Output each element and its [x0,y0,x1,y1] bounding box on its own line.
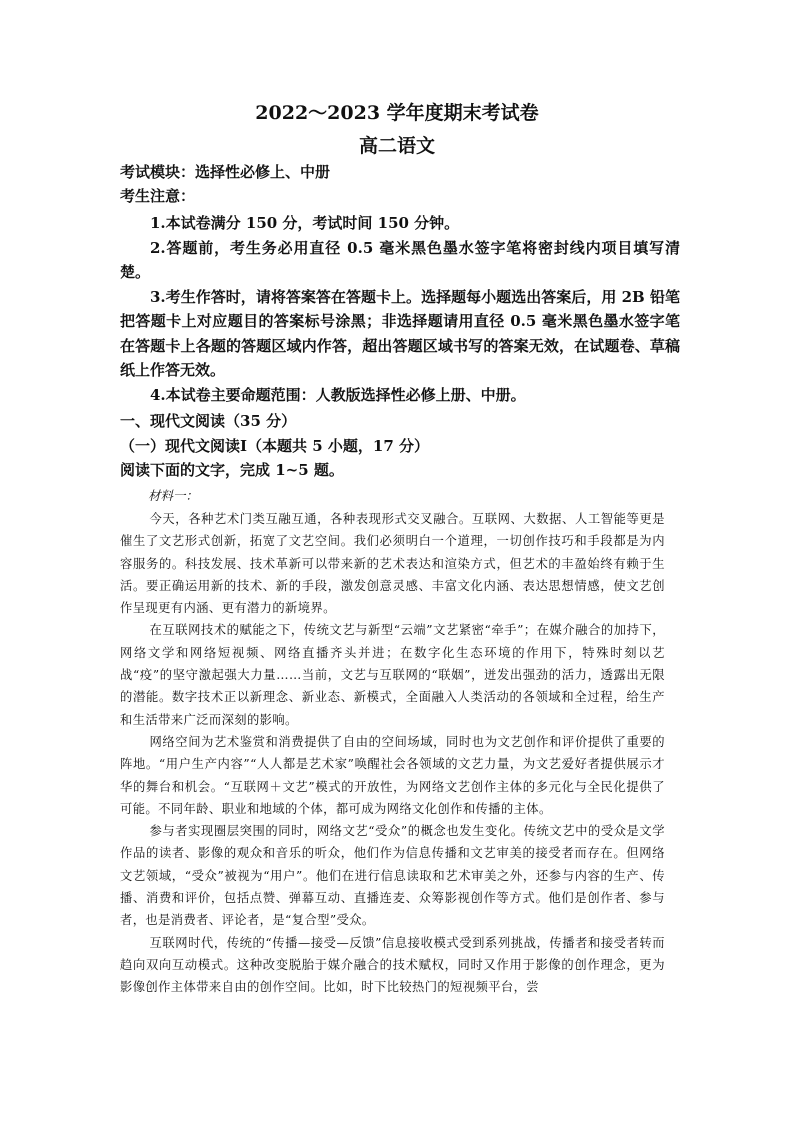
section-instruction: 阅读下面的文字，完成 1~5 题。 [120,461,344,479]
section-heading: 一、现代文阅读（35 分） [120,412,297,430]
material-paragraph: 参与者实现圈层突围的同时，网络文艺“受众”的概念也发生变化。传统文艺中的受众是文学作品的读者、影像的观众和音乐的听众，他们作为信息传播和文艺审美的接受者而存在。但网络文艺领域，“受众”被视为“用户”。他们在进行信息读取和艺术审美之外，还参与内容的生产、传播、消费和评价，包括点赞、弹幕互动、直播连麦、众筹影视创作等方式。他们是创作者、参与者，也是消费者、评论者，是“复合型”受众。 [120,824,665,928]
exam-title: 2022～2023 学年度期末考试卷 [255,102,539,124]
notice-item: 1.本试卷满分 150 分，考试时间 150 分钟。 [150,214,460,232]
material-body [120,508,665,999]
notice-item: 3.考生作答时，请将答案答在答题卡上。选择题每小题选出答案后，用 2B 铅笔把答题卡上对应题目的答案标号涂黑；非选择题请用直径 0.5 毫米黑色墨水签字笔在答题卡上各题的答题区域内作答，超出答题区域书写的答案无效，在试题卷、草稿纸上作答无效。 [120,287,680,379]
section-header [120,409,680,483]
section-subheading: （一）现代文阅读Ⅰ（本题共 5 小题，17 分） [120,436,429,455]
exam-subject: 高二语文 [358,135,435,157]
material-paragraph: 网络空间为艺术鉴赏和消费提供了自由的空间场域，同时也为文艺创作和评价提供了重要的阵地。“用户生产内容”“人人都是艺术家”唤醒社会各领域的文艺力量，为文艺爱好者提供展示才华的舞台和机会。“互联网＋文艺”模式的开放性，为网络文艺创作主体的多元化与全民化提供了可能。不同年龄、职业和地域的个体，都可成为网络文化创作和传播的主体。 [120,734,665,816]
notice-item: 2.答题前，考生务必用直径 0.5 毫米黑色墨水签字笔将密封线内项目填写清楚。 [120,238,680,281]
notice-list [120,211,680,407]
exam-module: 考试模块：选择性必修上、中册 [120,163,331,181]
material-label: 材料一： [148,488,199,503]
notice-item: 4.本试卷主要命题范围：人教版选择性必修上册、中册。 [150,385,526,404]
material-paragraph: 互联网时代，传统的“传播—接受—反馈”信息接收模式受到系列挑战，传播者和接受者转而趋向双向互动模式。这种改变脱胎于媒介融合的技术赋权，同时又作用于影像的创作理念，更为影像创作主体带来自由的创作空间。比如，时下比较热门的短视频平台，尝 [120,935,665,995]
material-paragraph: 今天，各种艺术门类互融互通，各种表现形式交叉融合。互联网、大数据、人工智能等更是催生了文艺形式创新，拓宽了文艺空间。我们必须明白一个道理，一切创作技巧和手段都是为内容服务的。科技发展、技术革新可以带来新的艺术表达和渲染方式，但艺术的丰盈始终有赖于生活。要正确运用新的技术、新的手段，激发创意灵感、丰富文化内涵、表达思想情感，使文艺创作呈现更有内涵、更有潜力的新境界。 [120,512,665,616]
material-paragraph: 在互联网技术的赋能之下，传统文艺与新型“云端”文艺紧密“牵手”；在媒介融合的加持下，网络文学和网络短视频、网络直播齐头并进；在数字化生态环境的作用下，特殊时刻以艺战“疫”的坚守激起强大力量……当前，文艺与互联网的“联姻”，迸发出强劲的活力，透露出无限的潜能。数字技术正以新理念、新业态、新模式，全面融入人类活动的各领域和全过程，给生产和生活带来广泛而深刻的影响。 [120,623,665,727]
notice-label: 考生注意： [120,187,196,205]
